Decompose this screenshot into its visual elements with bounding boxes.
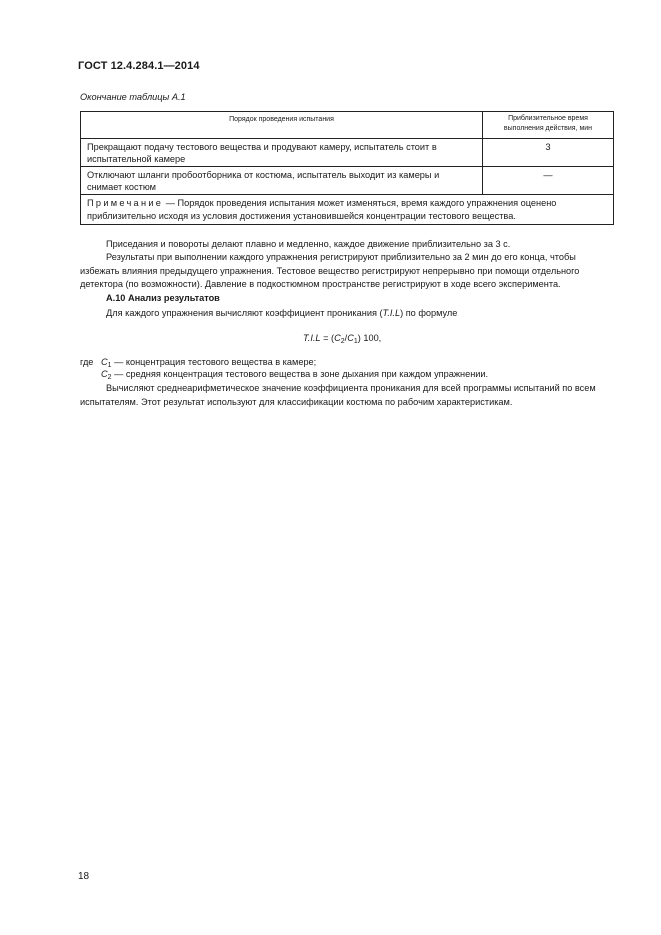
table-header-row: [81, 112, 614, 139]
formula-sub2: 2: [340, 338, 345, 345]
formula-slash: /: [344, 333, 348, 343]
formula-c1: C: [347, 333, 354, 343]
c2-desc: — средняя концентрация тестового вещества в зоне дыхания при каждом упражнении.: [111, 369, 489, 379]
note-label: Примечание: [87, 198, 164, 208]
formula-open: = (: [320, 333, 335, 343]
intro-text: Для каждого упражнения вычисляют коэффициент проникания (: [106, 308, 383, 318]
c1-desc: — концентрация тестового вещества в камере;: [111, 357, 317, 367]
paragraph-average: Вычисляют среднеарифметическое значение коэффициента проникания для всей программы испытаний по всем испытателям. Этот результат используют для классификации костюма по рабочим характеристикам.: [80, 383, 596, 407]
table-cell-procedure: Прекращают подачу тестового вещества и продувают камеру, испытатель стоит в испытательной камере: [81, 139, 483, 167]
paragraph-squats: Приседания и повороты делают плавно и медленно, каждое движение приблизительно за 3 с.: [106, 239, 511, 249]
c2-symbol: C: [101, 369, 108, 379]
table-cell-time: 3: [483, 139, 614, 167]
intro-term: T.I.L: [382, 308, 401, 318]
table-note-row: [81, 195, 614, 225]
note-text: — Порядок проведения испытания может изменяться, время каждого упражнения оценено приблизительно исходя из условия достижения установившейся концентрации тестового вещества.: [87, 198, 557, 221]
formula-c2: C: [334, 333, 341, 343]
formula-close: ) 100,: [357, 333, 382, 343]
table-note: [81, 195, 614, 225]
table-row: [81, 167, 614, 195]
section-intro: [106, 308, 457, 318]
intro-text-end: ) по формуле: [400, 308, 458, 318]
where-c1: [101, 357, 316, 369]
where-label: где: [80, 357, 94, 367]
table-cell-time: —: [483, 167, 614, 195]
where-c2: [101, 369, 488, 381]
c2-sub: 2: [107, 374, 112, 381]
table-cell-procedure: Отключают шланги пробоотборника от костюма, испытатель выходит из камеры и снимает костюм: [81, 167, 483, 195]
section-heading: А.10 Анализ результатов: [106, 293, 220, 303]
table-caption: Окончание таблицы А.1: [80, 92, 186, 102]
c1-sub: 1: [107, 362, 112, 369]
test-procedure-table: [80, 111, 614, 225]
table-row: [81, 139, 614, 167]
formula-sub1: 1: [353, 338, 358, 345]
document-header: ГОСТ 12.4.284.1—2014: [78, 60, 200, 72]
page-number: 18: [78, 871, 90, 882]
formula-lhs: T.I.L: [303, 333, 321, 343]
c1-symbol: C: [101, 357, 108, 367]
column-header-time: Приблизительное время выполнения действия, мин: [483, 112, 614, 139]
column-header-procedure: Порядок проведения испытания: [81, 112, 483, 139]
paragraph-results: Результаты при выполнении каждого упражнения регистрируют приблизительно за 2 мин до его конца, чтобы избежать влияния предыдущего упражнения. Тестовое вещество регистрируют непрерывно при помощи отдельного детектора (по возможности). Давление в подкостюмном пространстве регистрируют в ходе всего эксперимента.: [80, 252, 580, 289]
formula: [303, 333, 381, 345]
